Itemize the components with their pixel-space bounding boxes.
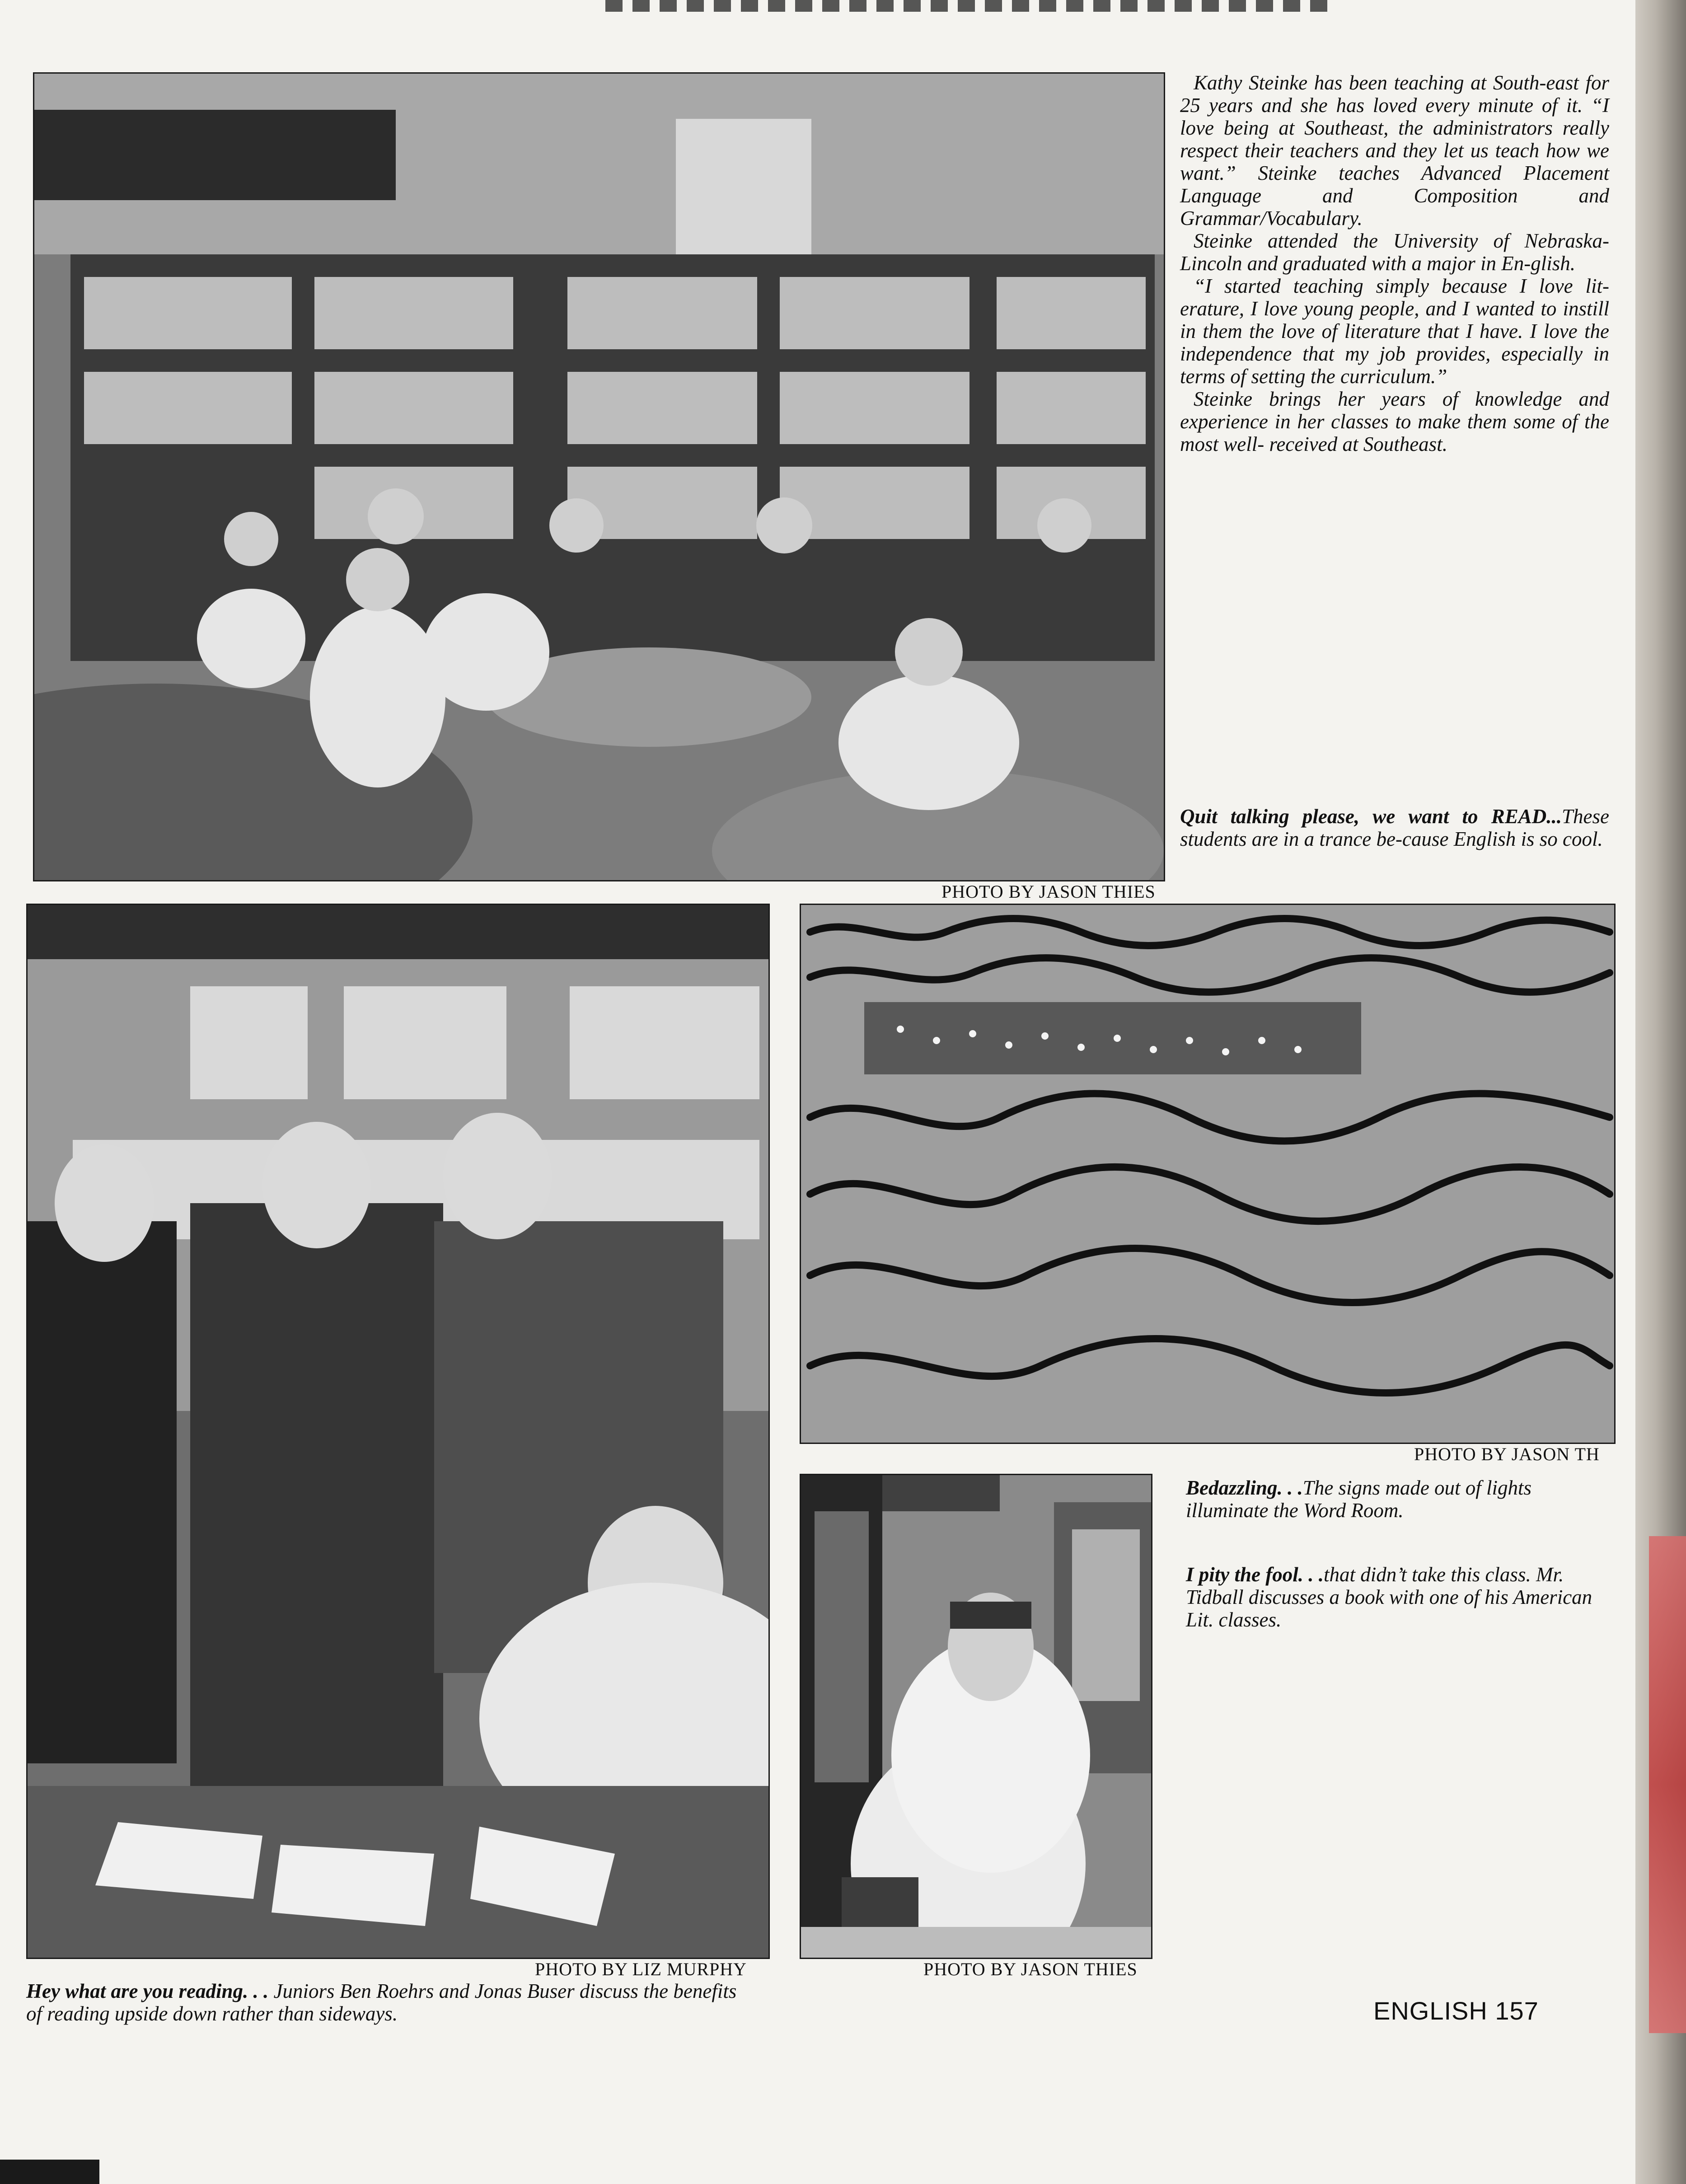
- photo-credit-2: PHOTO BY LIZ MURPHY: [535, 1959, 747, 1979]
- caption-text: The signs made out of lights illuminate the Word Room.: [1186, 1476, 1532, 1522]
- top-edge-text-fragment: [605, 0, 1328, 12]
- caption-lead: I pity the fool. . .: [1186, 1563, 1324, 1586]
- photo-credit-3: PHOTO BY JASON TH: [1414, 1444, 1600, 1464]
- caption-quit-talking: [1180, 805, 1609, 850]
- word-room-sign-photo: [800, 904, 1616, 1444]
- caption-text: Juniors Ben Roehrs and Jonas Buser discuss the benefits of reading upside down rather than sideways.: [26, 1980, 737, 2025]
- article-paragraph: Steinke attended the University of Nebraska-Lincoln and graduated with a major in En-glish.: [1180, 230, 1609, 275]
- caption-lead: Hey what are you reading. . .: [26, 1980, 269, 2002]
- article-paragraph: Steinke brings her years of knowledge and experience in her classes to make them some of the most well- received at Southeast.: [1180, 388, 1609, 455]
- caption-i-pity-the-fool: [1186, 1563, 1611, 1631]
- caption-text: that didn’t take this class. Mr. Tidball discusses a book with one of his American Lit. classes.: [1186, 1563, 1592, 1631]
- article-body: [1180, 71, 1609, 455]
- caption-hey-what-are-you-reading: [26, 1980, 749, 2025]
- photo-credit-1: PHOTO BY JASON THIES: [941, 881, 1156, 902]
- classroom-reading-photo: [33, 72, 1165, 881]
- caption-bedazzling: [1186, 1476, 1611, 1522]
- students-reading-photo: [26, 904, 770, 1959]
- caption-lead: Bedazzling. . .: [1186, 1476, 1303, 1499]
- photo-credit-4: PHOTO BY JASON THIES: [923, 1959, 1138, 1979]
- caption-text: These students are in a trance be-cause English is so cool.: [1180, 805, 1609, 850]
- binding-mark: [0, 2160, 99, 2184]
- article-paragraph: Kathy Steinke has been teaching at South-east for 25 years and she has loved every minute of it. “I love being at Southeast, the administrators really respect their teachers and they let us teach how we want.” Steinke teaches Advanced Placement Language and Composition and Grammar/Vocabulary.: [1180, 71, 1609, 230]
- page-folio: ENGLISH 157: [1373, 1997, 1539, 2025]
- red-edge-tab: [1649, 1536, 1686, 2033]
- teacher-tidball-photo: [800, 1474, 1152, 1959]
- article-paragraph: “I started teaching simply because I love lit-erature, I love young people, and I wanted to instill in them the love of literature that I have. I love the independence that my job provides, especially in terms of setting the curriculum.”: [1180, 275, 1609, 388]
- caption-lead: Quit talking please, we want to READ...: [1180, 805, 1562, 828]
